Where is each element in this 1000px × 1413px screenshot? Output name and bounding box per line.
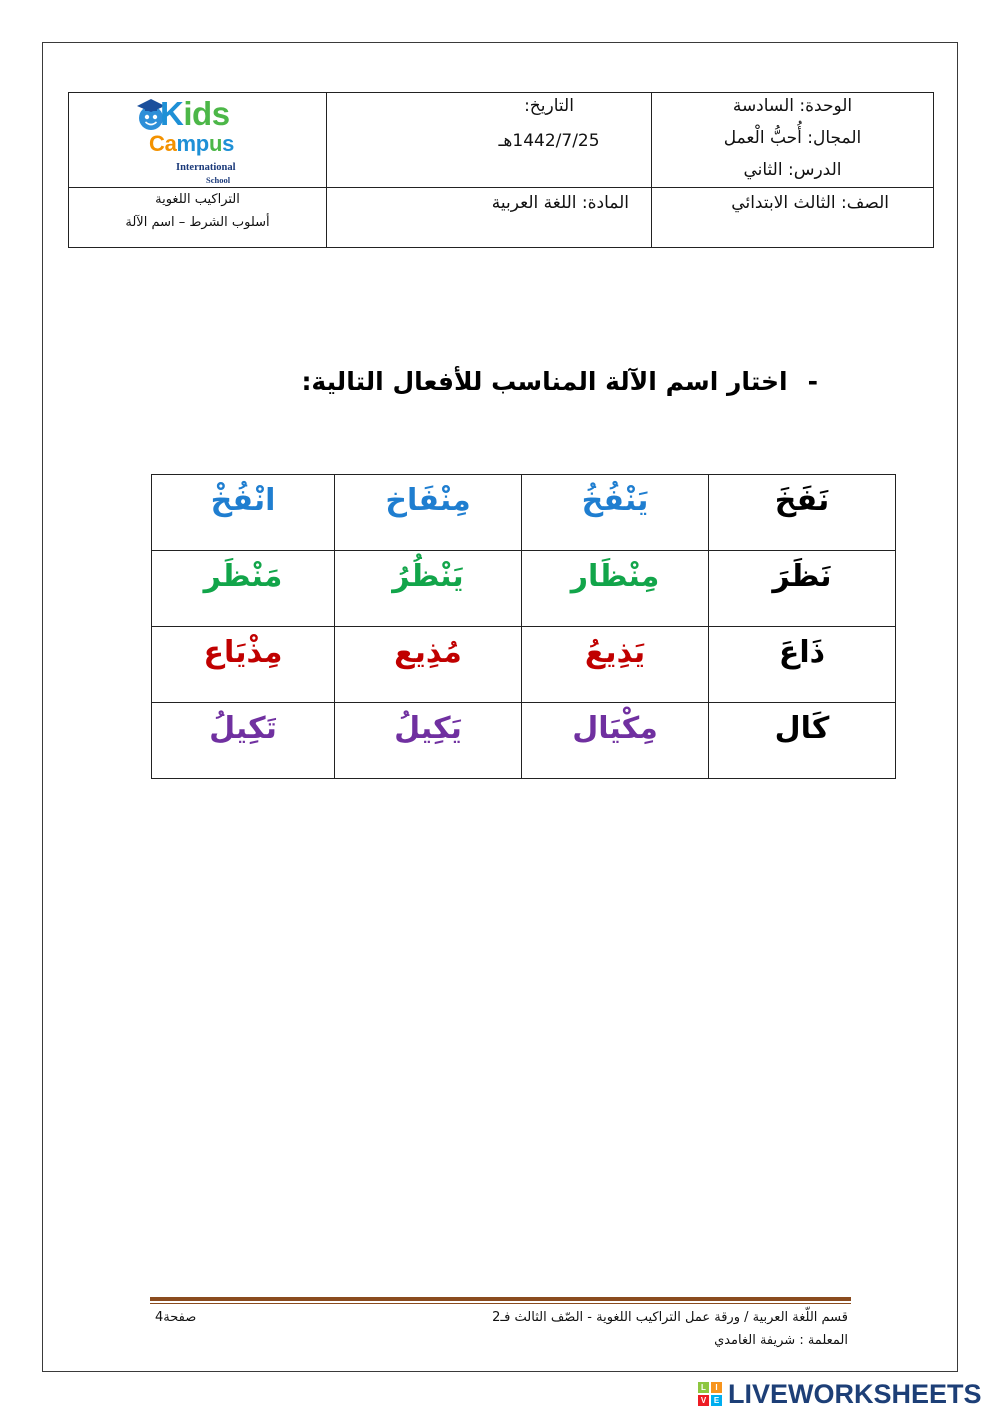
option-cell[interactable]: مَنْظَر	[152, 551, 335, 627]
verb-cell: ذَاعَ	[709, 627, 896, 703]
page-number: صفحة4	[155, 1310, 197, 1325]
footer-rule-thin	[150, 1303, 851, 1304]
grade-label: الصف: الثالث الابتدائي	[652, 188, 934, 248]
domain-label: المجال: أُحبُّ الْعمل	[723, 128, 862, 148]
logo-letter: s	[211, 95, 230, 132]
table-row	[152, 475, 896, 551]
date-value: 1442/7/25هـ	[498, 131, 600, 151]
option-cell[interactable]: يَذِيعُ	[522, 627, 709, 703]
unit-info-cell	[652, 93, 934, 188]
option-cell[interactable]: يَنْظُرُ	[335, 551, 522, 627]
option-cell[interactable]: يَنْفُخُ	[522, 475, 709, 551]
option-cell[interactable]: تَكِيلُ	[152, 703, 335, 779]
brand-icon-letter: L	[698, 1382, 709, 1393]
instruction-bullet: -	[807, 367, 818, 396]
liveworksheets-logo[interactable]	[698, 1379, 994, 1409]
option-cell[interactable]: مِكْيَال	[522, 703, 709, 779]
instruction	[301, 364, 818, 400]
unit-label: الوحدة: السادسة	[732, 96, 853, 116]
option-cell[interactable]: مِذْيَاع	[152, 627, 335, 703]
instruction-text: اختار اسم الآلة المناسب للأفعال التالية:	[301, 367, 788, 396]
verb-cell: نَفَخَ	[709, 475, 896, 551]
date-cell	[327, 93, 652, 188]
logo-letter: p	[195, 131, 209, 156]
logo-letter: d	[192, 95, 212, 132]
verb-cell: كَال	[709, 703, 896, 779]
verb-cell: نَظَرَ	[709, 551, 896, 627]
subject-label: المادة: اللغة العربية	[327, 188, 652, 248]
footer-department: قسم اللّغة العربية / ورقة عمل التراكيب اللغوية - الصّف الثالث فـ2	[492, 1310, 848, 1325]
logo-letter: a	[164, 131, 177, 156]
logo-letter: s	[222, 131, 235, 156]
option-cell[interactable]: مُذِيع	[335, 627, 522, 703]
brand-icon-letter: E	[711, 1395, 722, 1406]
footer-teacher: المعلمة : شريفة الغامدي	[714, 1333, 848, 1348]
school-logo	[134, 96, 244, 188]
logo-letter: i	[183, 95, 193, 132]
table-row	[152, 551, 896, 627]
logo-letter: m	[176, 131, 196, 156]
option-cell[interactable]: انْفُخْ	[152, 475, 335, 551]
logo-word-campus	[149, 132, 234, 156]
table-row	[152, 703, 896, 779]
logo-letter: K	[160, 95, 184, 132]
brand-icon-letter: V	[698, 1395, 709, 1406]
lesson-label: الدرس: الثاني	[743, 160, 842, 180]
logo-word-school: School	[206, 175, 231, 185]
date-title: التاريخ:	[524, 96, 574, 116]
logo-letter: C	[149, 131, 165, 156]
logo-word-international: International	[176, 162, 236, 173]
footer-rule	[150, 1297, 851, 1301]
logo-letter: u	[208, 131, 223, 156]
option-cell[interactable]: مِنْظَار	[522, 551, 709, 627]
logo-word-kids	[160, 96, 230, 132]
table-row	[152, 627, 896, 703]
choice-table	[151, 474, 896, 779]
liveworksheets-wordmark: LIVEWORKSHEETS	[728, 1379, 982, 1409]
liveworksheets-icon	[698, 1382, 722, 1406]
option-cell[interactable]: مِنْفَاخ	[335, 475, 522, 551]
option-cell[interactable]: يَكِيلُ	[335, 703, 522, 779]
topic-line2: أسلوب الشرط – اسم الآلة	[125, 215, 270, 230]
topic-cell	[69, 188, 327, 248]
topic-line1: التراكيب اللغوية	[155, 192, 240, 207]
brand-icon-letter: I	[711, 1382, 722, 1393]
